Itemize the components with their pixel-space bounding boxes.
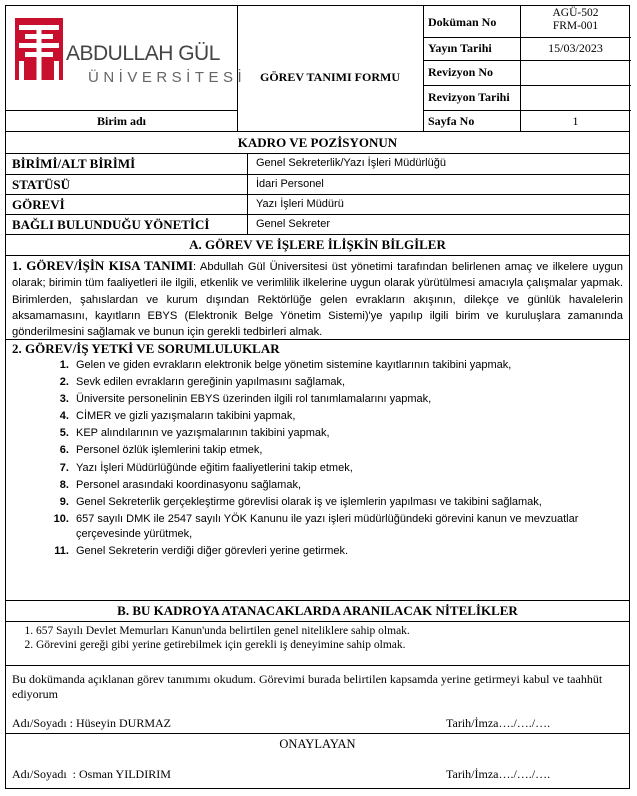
duty-item: 10. 657 sayılı DMK ile 2547 sayılı YÖK Kanunu ile yazı işleri müdürlüğündeki görevini kanun ve mevzuatlar çerçevesinde yürütmek, [72, 512, 609, 542]
duty-item: 7. Yazı İşleri Müdürlüğünde eğitim faaliyetlerini takip etmek, [72, 461, 609, 476]
kadro-label-manager: BAĞLI BULUNDUĞU YÖNETİCİ [12, 217, 210, 232]
meta-value-pub-date: 15/03/2023 [548, 41, 603, 55]
approval-name: Adı/Soyadı : Osman YILDIRIM [12, 767, 171, 781]
meta-label-revision-no: Revizyon No [428, 65, 493, 79]
approval-block [5, 734, 630, 789]
meta-value-page-no: 1 [572, 114, 579, 128]
university-emblem-icon [15, 18, 63, 80]
section-b-title: B. BU KADROYA ATANACAKLARDA ARANILACAK NİTELİKLER [117, 603, 518, 618]
approval-title: ONAYLAYAN [279, 737, 356, 751]
requirement-item: 2. Görevini gereği gibi yerine getirebilmek için gerekli iş deneyimine sahip olmak. [36, 638, 621, 652]
meta-value-doc-no [520, 7, 631, 33]
duties-label: 2. GÖREV/İŞ YETKİ VE SORUMLULUKLAR [12, 341, 280, 356]
kadro-row-status [5, 175, 630, 195]
duty-item: 3. Üniversite personelinin EBYS üzerinden ilgili rol tanımlamalarını yapmak, [72, 392, 609, 407]
kadro-title: KADRO VE POZİSYONUN [237, 135, 398, 150]
duty-item: 2. Sevk edilen evrakların gereğinin yapılmasını sağlamak, [72, 375, 609, 390]
short-definition [12, 258, 623, 340]
short-definition-block [5, 256, 630, 340]
approval-date-signature: Tarih/İmza…./…./…. [446, 767, 551, 781]
duty-item: 1. Gelen ve giden evrakların elektronik belge yönetim sistemine kayıtlarının takibini yapmak, [72, 358, 609, 373]
kadro-value-unit: Genel Sekreterlik/Yazı İşleri Müdürlüğü [256, 157, 446, 169]
short-definition-text: : Abdullah Gül Üniversitesi üst yönetimi tarafından belirlenen amaç ve ilkelere uygun olarak; birimin tüm faaliyetleri ile ilgili, etkenlik ve verimlilik ilkelerine uygun olarak yürütülmesi amacıyla çalışmalar yapmak. Birimlerden, şahıslardan ve kurum dışından Rektörlüğe gelen evrakların akışının, dilekçe ve günlük havalelerin aksamamasını, kayıtların EBYS (Elektronik Belge Yönetim Sistemi)'ye yapılıp ilgili birim ve kuruluşlara zamanında gönderilmesini sağlamak ve bunun için gerekli tedbirleri almak. [12, 261, 623, 339]
acceptance-date-signature: Tarih/İmza…./…./…. [446, 716, 551, 730]
requirements-list [6, 624, 621, 652]
meta-label-page-no: Sayfa No [428, 114, 475, 128]
acceptance-name: Adı/Soyadı : Hüseyin DURMAZ [12, 716, 171, 730]
duty-item: 8. Personel arasındaki koordinasyonu sağlamak, [72, 478, 609, 493]
kadro-row-manager [5, 215, 630, 235]
unit-name-label: Birim adı [96, 114, 146, 128]
university-logo [14, 14, 247, 94]
kadro-value-position: Yazı İşleri Müdürü [256, 198, 344, 210]
kadro-row-unit [5, 154, 630, 175]
doc-no-line1: AGÜ-502 [552, 7, 599, 19]
duty-item: 4. CİMER ve gizli yazışmaların takibini yapmak, [72, 409, 609, 424]
duties-list [72, 358, 609, 561]
section-b-block [5, 622, 630, 666]
section-b-title-row [5, 601, 630, 622]
kadro-label-unit: BİRİMİ/ALT BİRİMİ [12, 156, 136, 171]
short-definition-label: 1. GÖREV/İŞİN KISA TANIMI [12, 258, 194, 273]
acceptance-text: Bu dokümanda açıklanan görev tanımımı okudum. Görevimi burada belirtilen kapsamda yerine getirmeyi kabul ve taahhüt ediyorum [12, 672, 603, 701]
acceptance-block [5, 666, 630, 734]
meta-label-revision-date: Revizyon Tarihi [428, 90, 510, 104]
section-a-title-row [5, 235, 630, 256]
kadro-label-position: GÖREVİ [12, 197, 65, 212]
logo-text-line1: ABDULLAH GÜL [66, 42, 220, 65]
duties-block [5, 340, 630, 601]
kadro-title-row [5, 132, 630, 154]
kadro-label-status: STATÜSÜ [12, 177, 71, 192]
section-a-title: A. GÖREV VE İŞLERE İLİŞKİN BİLGİLER [189, 237, 446, 252]
duty-item: 5. KEP alındılarının ve yazışmalarının takibini yapmak, [72, 426, 609, 441]
logo-text-line2: ÜNİVERSİTESİ [88, 69, 247, 86]
requirement-item: 1. 657 Sayılı Devlet Memurları Kanun'unda belirtilen genel niteliklere sahip olmak. [36, 624, 621, 638]
kadro-value-status: İdari Personel [256, 178, 324, 190]
kadro-value-manager: Genel Sekreter [256, 218, 330, 230]
duty-item: 6. Personel özlük işlemlerini takip etmek, [72, 443, 609, 458]
kadro-row-position [5, 195, 630, 215]
form-header [5, 5, 630, 132]
duty-item: 9. Genel Sekreterlik gerçekleştirme görevlisi olarak iş ve işlemlerin yapılması ve takibini sağlamak, [72, 495, 609, 510]
duty-item: 11. Genel Sekreterin verdiği diğer görevleri yerine getirmek. [72, 544, 609, 559]
doc-no-line2: FRM-001 [552, 20, 599, 32]
meta-label-pub-date: Yayın Tarihi [428, 41, 492, 55]
form-title: GÖREV TANIMI FORMU [259, 70, 400, 84]
meta-label-doc-no: Doküman No [428, 15, 497, 29]
